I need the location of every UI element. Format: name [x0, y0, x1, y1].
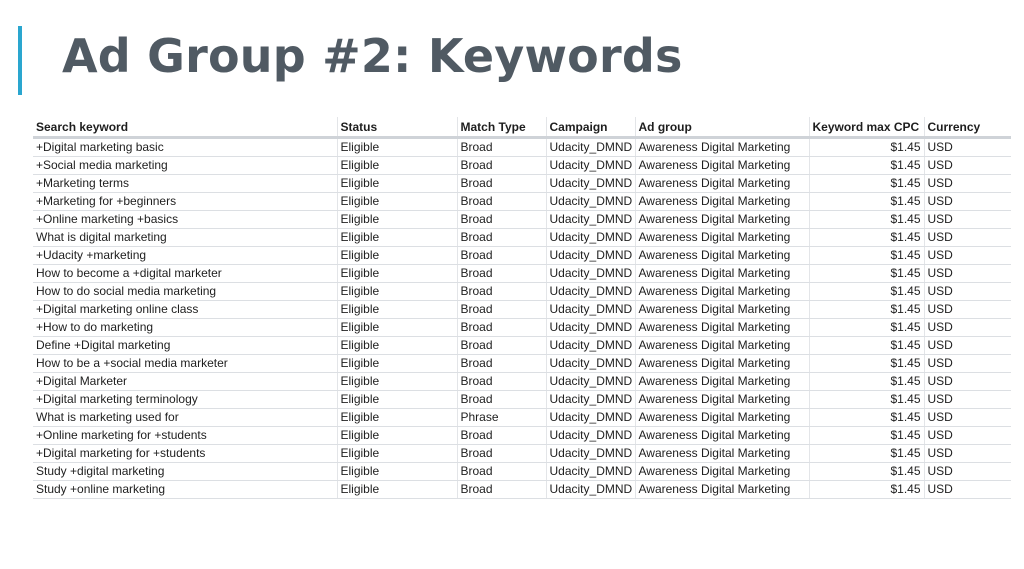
table-row	[33, 247, 1011, 265]
search-keyword-cell: +Digital marketing for +students	[33, 445, 337, 463]
search-keyword-cell: How to do social media marketing	[33, 283, 337, 301]
table-row	[33, 337, 1011, 355]
ad-group-cell: Awareness Digital Marketing	[635, 229, 809, 247]
match-type-cell: Broad	[457, 229, 546, 247]
search-keyword-cell: What is marketing used for	[33, 409, 337, 427]
search-keyword-cell: What is digital marketing	[33, 229, 337, 247]
status-cell: Eligible	[337, 247, 457, 265]
currency-cell: USD	[924, 229, 1011, 247]
currency-cell: USD	[924, 319, 1011, 337]
status-cell: Eligible	[337, 319, 457, 337]
campaign-cell: Udacity_DMND	[546, 229, 635, 247]
ad-group-cell: Awareness Digital Marketing	[635, 355, 809, 373]
max-cpc-cell: $1.45	[809, 301, 924, 319]
status-cell: Eligible	[337, 445, 457, 463]
max-cpc-cell: $1.45	[809, 193, 924, 211]
search-keyword-cell: +Online marketing for +students	[33, 427, 337, 445]
max-cpc-cell: $1.45	[809, 445, 924, 463]
match-type-cell: Broad	[457, 427, 546, 445]
status-cell: Eligible	[337, 229, 457, 247]
max-cpc-cell: $1.45	[809, 157, 924, 175]
currency-cell: USD	[924, 391, 1011, 409]
header-ad-group: Ad group	[635, 117, 809, 138]
campaign-cell: Udacity_DMND	[546, 138, 635, 157]
search-keyword-cell: How to become a +digital marketer	[33, 265, 337, 283]
ad-group-cell: Awareness Digital Marketing	[635, 138, 809, 157]
currency-cell: USD	[924, 211, 1011, 229]
match-type-cell: Broad	[457, 265, 546, 283]
table-row	[33, 319, 1011, 337]
match-type-cell: Broad	[457, 175, 546, 193]
match-type-cell: Broad	[457, 157, 546, 175]
status-cell: Eligible	[337, 409, 457, 427]
status-cell: Eligible	[337, 265, 457, 283]
match-type-cell: Broad	[457, 445, 546, 463]
max-cpc-cell: $1.45	[809, 337, 924, 355]
currency-cell: USD	[924, 409, 1011, 427]
max-cpc-cell: $1.45	[809, 409, 924, 427]
search-keyword-cell: +Online marketing +basics	[33, 211, 337, 229]
match-type-cell: Broad	[457, 463, 546, 481]
campaign-cell: Udacity_DMND	[546, 319, 635, 337]
table-row	[33, 229, 1011, 247]
table-row	[33, 283, 1011, 301]
match-type-cell: Broad	[457, 337, 546, 355]
campaign-cell: Udacity_DMND	[546, 283, 635, 301]
currency-cell: USD	[924, 283, 1011, 301]
ad-group-cell: Awareness Digital Marketing	[635, 157, 809, 175]
ad-group-cell: Awareness Digital Marketing	[635, 301, 809, 319]
currency-cell: USD	[924, 175, 1011, 193]
status-cell: Eligible	[337, 175, 457, 193]
ad-group-cell: Awareness Digital Marketing	[635, 373, 809, 391]
header-currency: Currency	[924, 117, 1011, 138]
table-row	[33, 427, 1011, 445]
max-cpc-cell: $1.45	[809, 229, 924, 247]
campaign-cell: Udacity_DMND	[546, 463, 635, 481]
status-cell: Eligible	[337, 283, 457, 301]
currency-cell: USD	[924, 157, 1011, 175]
currency-cell: USD	[924, 301, 1011, 319]
table-row	[33, 481, 1011, 499]
max-cpc-cell: $1.45	[809, 211, 924, 229]
ad-group-cell: Awareness Digital Marketing	[635, 409, 809, 427]
search-keyword-cell: +Digital marketing basic	[33, 138, 337, 157]
header-status: Status	[337, 117, 457, 138]
status-cell: Eligible	[337, 391, 457, 409]
header-campaign: Campaign	[546, 117, 635, 138]
table-row	[33, 211, 1011, 229]
match-type-cell: Broad	[457, 301, 546, 319]
page-title: Ad Group #2: Keywords	[62, 29, 683, 83]
header-keyword-max-cpc: Keyword max CPC	[809, 117, 924, 138]
status-cell: Eligible	[337, 337, 457, 355]
search-keyword-cell: +Marketing for +beginners	[33, 193, 337, 211]
table-body	[33, 138, 1011, 499]
currency-cell: USD	[924, 355, 1011, 373]
search-keyword-cell: +Social media marketing	[33, 157, 337, 175]
header-row	[33, 117, 1011, 138]
match-type-cell: Broad	[457, 211, 546, 229]
campaign-cell: Udacity_DMND	[546, 157, 635, 175]
currency-cell: USD	[924, 445, 1011, 463]
ad-group-cell: Awareness Digital Marketing	[635, 211, 809, 229]
ad-group-cell: Awareness Digital Marketing	[635, 427, 809, 445]
max-cpc-cell: $1.45	[809, 319, 924, 337]
ad-group-cell: Awareness Digital Marketing	[635, 265, 809, 283]
search-keyword-cell: How to be a +social media marketer	[33, 355, 337, 373]
header-match-type: Match Type	[457, 117, 546, 138]
currency-cell: USD	[924, 481, 1011, 499]
status-cell: Eligible	[337, 373, 457, 391]
campaign-cell: Udacity_DMND	[546, 193, 635, 211]
ad-group-cell: Awareness Digital Marketing	[635, 283, 809, 301]
match-type-cell: Phrase	[457, 409, 546, 427]
search-keyword-cell: Study +digital marketing	[33, 463, 337, 481]
table-row	[33, 391, 1011, 409]
ad-group-cell: Awareness Digital Marketing	[635, 391, 809, 409]
table-row	[33, 463, 1011, 481]
campaign-cell: Udacity_DMND	[546, 391, 635, 409]
campaign-cell: Udacity_DMND	[546, 265, 635, 283]
search-keyword-cell: +Digital marketing online class	[33, 301, 337, 319]
max-cpc-cell: $1.45	[809, 355, 924, 373]
ad-group-cell: Awareness Digital Marketing	[635, 337, 809, 355]
currency-cell: USD	[924, 373, 1011, 391]
currency-cell: USD	[924, 247, 1011, 265]
table-row	[33, 301, 1011, 319]
search-keyword-cell: +Udacity +marketing	[33, 247, 337, 265]
table-row	[33, 373, 1011, 391]
campaign-cell: Udacity_DMND	[546, 409, 635, 427]
search-keyword-cell: Study +online marketing	[33, 481, 337, 499]
max-cpc-cell: $1.45	[809, 283, 924, 301]
header-search-keyword: Search keyword	[33, 117, 337, 138]
status-cell: Eligible	[337, 211, 457, 229]
match-type-cell: Broad	[457, 391, 546, 409]
campaign-cell: Udacity_DMND	[546, 337, 635, 355]
table-row	[33, 445, 1011, 463]
ad-group-cell: Awareness Digital Marketing	[635, 445, 809, 463]
max-cpc-cell: $1.45	[809, 138, 924, 157]
title-accent-bar	[18, 26, 22, 95]
campaign-cell: Udacity_DMND	[546, 247, 635, 265]
table-row	[33, 138, 1011, 157]
campaign-cell: Udacity_DMND	[546, 301, 635, 319]
status-cell: Eligible	[337, 138, 457, 157]
search-keyword-cell: +Marketing terms	[33, 175, 337, 193]
status-cell: Eligible	[337, 193, 457, 211]
campaign-cell: Udacity_DMND	[546, 355, 635, 373]
table-row	[33, 409, 1011, 427]
ad-group-cell: Awareness Digital Marketing	[635, 193, 809, 211]
campaign-cell: Udacity_DMND	[546, 175, 635, 193]
currency-cell: USD	[924, 427, 1011, 445]
max-cpc-cell: $1.45	[809, 391, 924, 409]
campaign-cell: Udacity_DMND	[546, 373, 635, 391]
match-type-cell: Broad	[457, 481, 546, 499]
max-cpc-cell: $1.45	[809, 247, 924, 265]
search-keyword-cell: +How to do marketing	[33, 319, 337, 337]
currency-cell: USD	[924, 463, 1011, 481]
search-keyword-cell: Define +Digital marketing	[33, 337, 337, 355]
table-row	[33, 193, 1011, 211]
max-cpc-cell: $1.45	[809, 481, 924, 499]
table-row	[33, 355, 1011, 373]
ad-group-cell: Awareness Digital Marketing	[635, 463, 809, 481]
ad-group-cell: Awareness Digital Marketing	[635, 319, 809, 337]
match-type-cell: Broad	[457, 193, 546, 211]
ad-group-cell: Awareness Digital Marketing	[635, 175, 809, 193]
currency-cell: USD	[924, 193, 1011, 211]
table-header	[33, 117, 1011, 138]
campaign-cell: Udacity_DMND	[546, 211, 635, 229]
campaign-cell: Udacity_DMND	[546, 427, 635, 445]
status-cell: Eligible	[337, 463, 457, 481]
table-row	[33, 265, 1011, 283]
status-cell: Eligible	[337, 157, 457, 175]
max-cpc-cell: $1.45	[809, 175, 924, 193]
max-cpc-cell: $1.45	[809, 265, 924, 283]
currency-cell: USD	[924, 337, 1011, 355]
campaign-cell: Udacity_DMND	[546, 445, 635, 463]
search-keyword-cell: +Digital marketing terminology	[33, 391, 337, 409]
table-row	[33, 157, 1011, 175]
status-cell: Eligible	[337, 427, 457, 445]
match-type-cell: Broad	[457, 373, 546, 391]
match-type-cell: Broad	[457, 247, 546, 265]
campaign-cell: Udacity_DMND	[546, 481, 635, 499]
ad-group-cell: Awareness Digital Marketing	[635, 481, 809, 499]
currency-cell: USD	[924, 265, 1011, 283]
status-cell: Eligible	[337, 301, 457, 319]
ad-group-cell: Awareness Digital Marketing	[635, 247, 809, 265]
status-cell: Eligible	[337, 355, 457, 373]
search-keyword-cell: +Digital Marketer	[33, 373, 337, 391]
max-cpc-cell: $1.45	[809, 373, 924, 391]
match-type-cell: Broad	[457, 283, 546, 301]
currency-cell: USD	[924, 138, 1011, 157]
match-type-cell: Broad	[457, 138, 546, 157]
match-type-cell: Broad	[457, 319, 546, 337]
match-type-cell: Broad	[457, 355, 546, 373]
keywords-table	[33, 117, 1011, 499]
table-row	[33, 175, 1011, 193]
max-cpc-cell: $1.45	[809, 463, 924, 481]
status-cell: Eligible	[337, 481, 457, 499]
max-cpc-cell: $1.45	[809, 427, 924, 445]
